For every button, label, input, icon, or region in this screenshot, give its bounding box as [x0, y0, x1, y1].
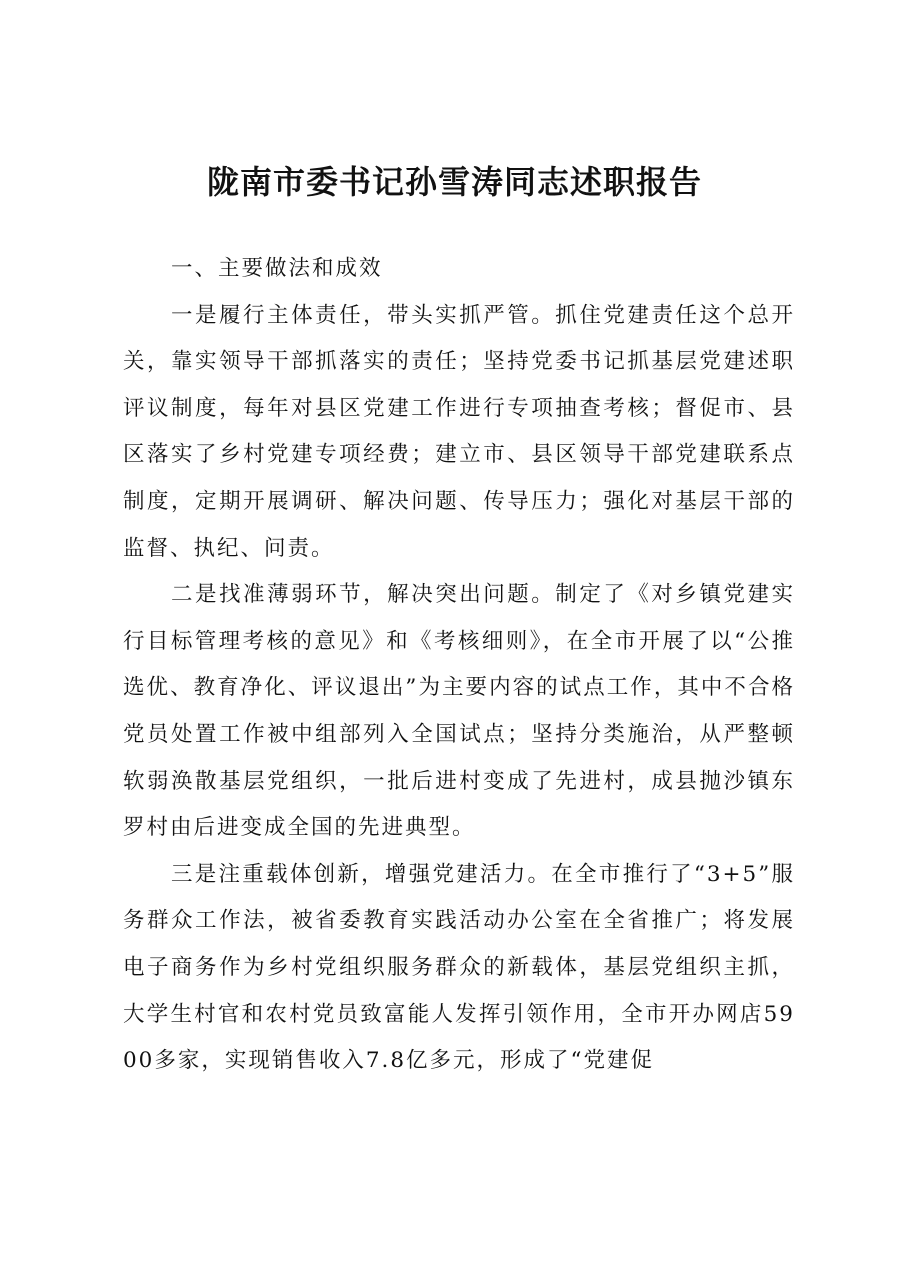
section-heading: 一、主要做法和成效 — [171, 256, 383, 281]
paragraph-3: 三是注重载体创新，增强党建活力。在全市推行了“3+5”服务群众工作法，被省委教育实践活动办公室在全省推广；将发展电子商务作为乡村党组织服务群众的新载体，基层党组织主抓，大学生村官和农村党员致富能人发挥引领作用，全市开办网店5900多家，实现销售收入7.8亿多元，形成了“党建促 — [123, 861, 795, 1074]
document-title: 陇南市委书记孙雪涛同志述职报告 — [206, 163, 702, 201]
paragraph-1: 一是履行主体责任，带头实抓严管。抓住党建责任这个总开关，靠实领导干部抓落实的责任；坚持党委书记抓基层党建述职评议制度，每年对县区党建工作进行专项抽查考核；督促市、县区落实了乡村党建专项经费；建立市、县区领导干部党建联系点制度，定期开展调研、解决问题、传导压力；强化对基层干部的监督、执纪、问责。 — [123, 302, 795, 561]
paragraph-2: 二是找准薄弱环节，解决突出问题。制定了《对乡镇党建实行目标管理考核的意见》和《考核细则》，在全市开展了以“公推选优、教育净化、评议退出”为主要内容的试点工作，其中不合格党员处置工作被中组部列入全国试点；坚持分类施治，从严整顿软弱涣散基层党组织，一批后进村变成了先进村，成县抛沙镇东罗村由后进变成全国的先进典型。 — [123, 582, 795, 841]
document-body — [123, 246, 795, 1085]
